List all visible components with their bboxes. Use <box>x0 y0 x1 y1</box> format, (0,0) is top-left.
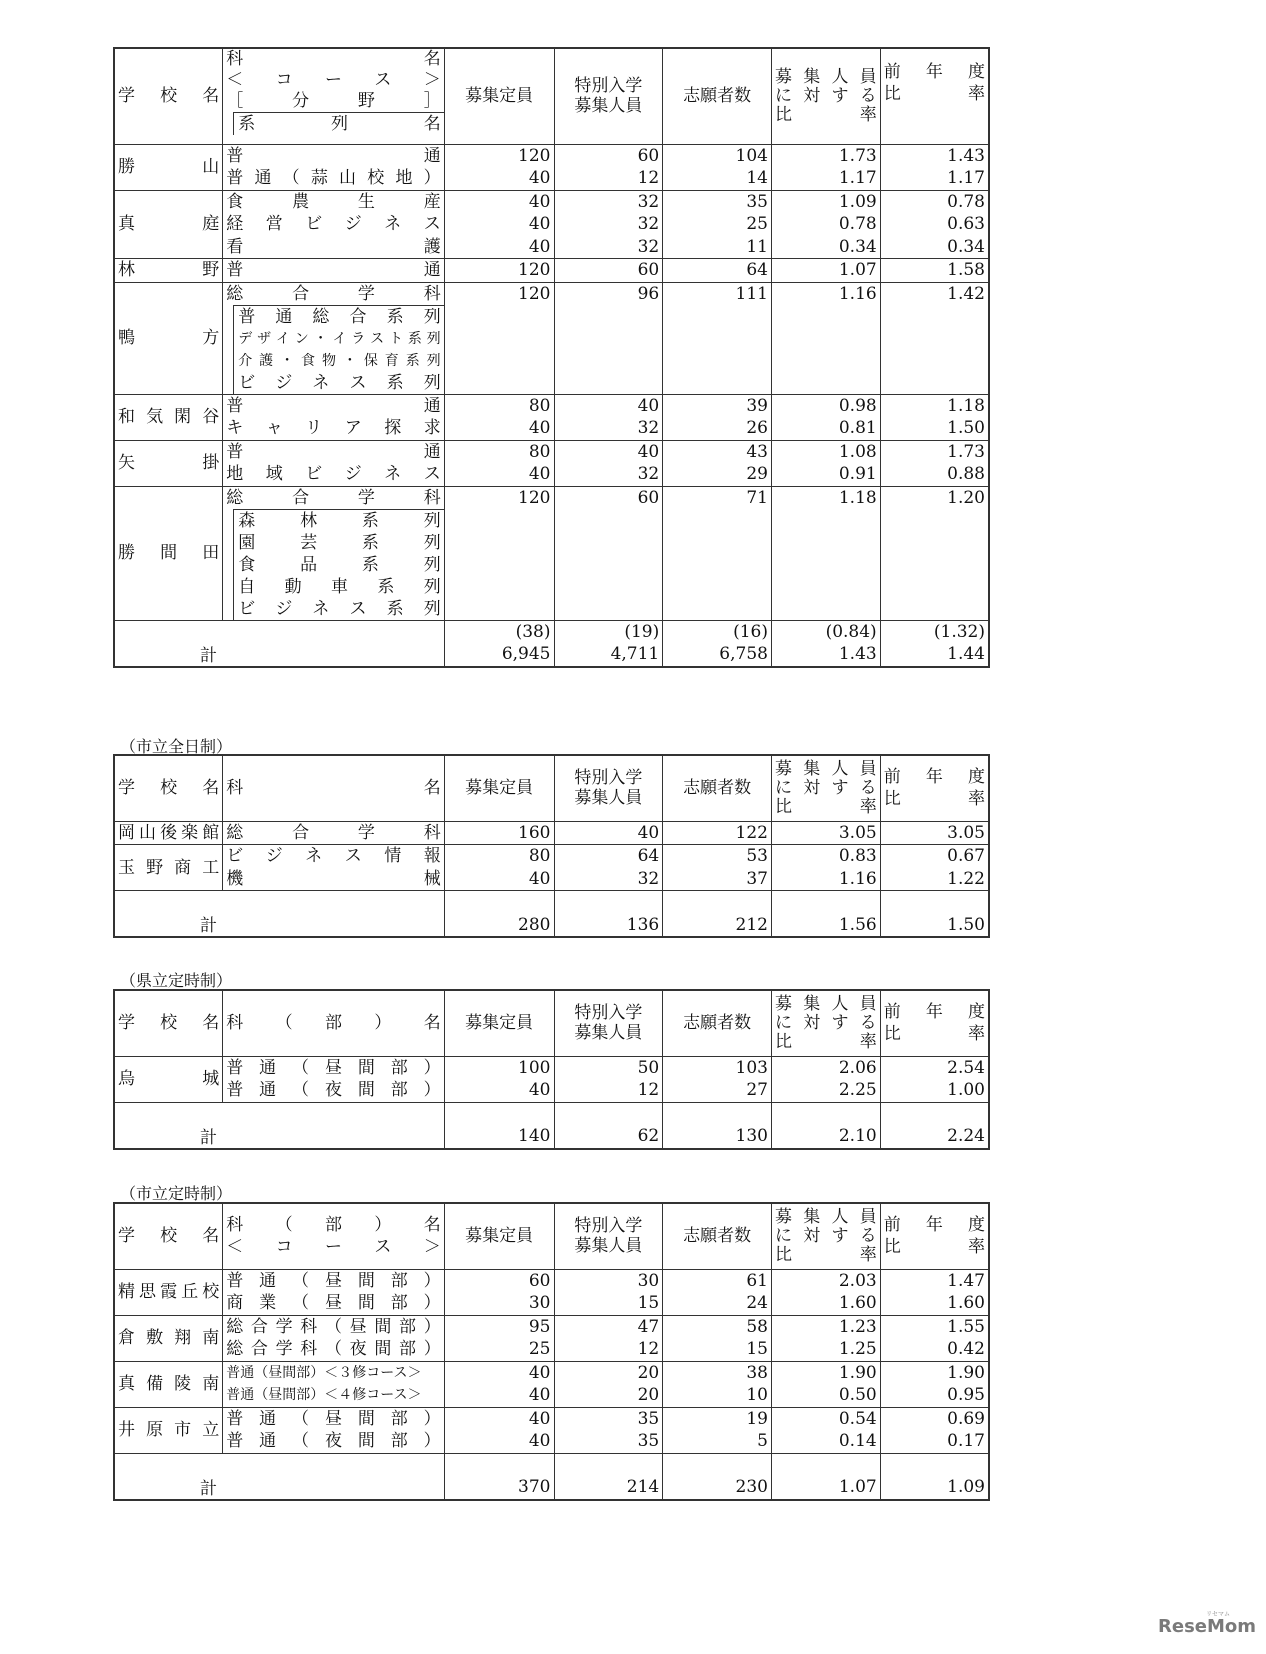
table-row <box>114 259 989 283</box>
cell-rate: 0.54 0.14 <box>771 1407 880 1453</box>
department-line: 普 通 （ 昼 間 部 ） <box>226 1057 441 1078</box>
total-label: 計 <box>114 1102 444 1149</box>
cell-applicants: 58 15 <box>663 1315 772 1361</box>
department-line: 総 合 学 科 （ 夜 間 部 ） <box>226 1339 441 1359</box>
school-name: 矢 掛 <box>114 440 223 486</box>
school-name: 烏 城 <box>114 1056 223 1102</box>
cell-special: 40 <box>554 821 663 845</box>
school-name: 真 庭 <box>114 190 223 259</box>
department-line: 普通（昼間部）＜４修コース＞ <box>226 1387 422 1403</box>
cell-applicants: 19 5 <box>663 1407 772 1453</box>
cell-applicants: 38 10 <box>663 1361 772 1407</box>
school-name: 勝 間 田 <box>114 486 223 620</box>
cell-prev: 0.69 0.17 <box>880 1407 989 1453</box>
header-department: 科 （ 部 ） 名 ＜ コ ー ス ＞ <box>223 1203 445 1269</box>
table-row <box>114 1407 989 1453</box>
department-name <box>223 821 445 845</box>
cell-rate: 1.07 <box>771 259 880 283</box>
header-rate: 募 集 人 員 に 対 す る 比 率 <box>771 990 880 1056</box>
table-row <box>114 821 989 845</box>
cell-rate: 1.08 0.91 <box>771 440 880 486</box>
header-school-name: 学 校 名 <box>114 48 223 144</box>
header-applicants: 志願者数 <box>663 755 772 821</box>
department-name <box>223 190 445 259</box>
school-name: 林 野 <box>114 259 223 283</box>
cell-prev: 0.67 1.22 <box>880 845 989 891</box>
cell-special: 60 12 <box>554 144 663 190</box>
department-name <box>223 144 445 190</box>
department-name <box>223 1407 445 1453</box>
cell-capacity: 160 <box>444 821 554 845</box>
table-row <box>114 486 989 620</box>
cell-rate: 0.98 0.81 <box>771 394 880 440</box>
cell-rate: 1.73 1.17 <box>771 144 880 190</box>
cell-prev: 3.05 <box>880 821 989 845</box>
total-prev: (1.32) 1.44 <box>880 620 989 667</box>
header-prev-year: 前 年 度 比 率 <box>880 990 989 1056</box>
cell-rate: 1.16 <box>771 282 880 394</box>
table-header-row <box>114 1203 989 1269</box>
total-row <box>114 891 989 938</box>
series-name: 森 林 系 列 <box>238 510 441 531</box>
cell-prev: 1.43 1.17 <box>880 144 989 190</box>
header-department: 科 名 <box>223 755 445 821</box>
school-name: 精 思 霞 丘 校 <box>114 1269 223 1315</box>
cell-applicants: 53 37 <box>663 845 772 891</box>
cell-rate: 1.90 0.50 <box>771 1361 880 1407</box>
header-prev-year: 前 年 度 比 率 <box>880 48 989 144</box>
cell-applicants: 64 <box>663 259 772 283</box>
table-city-fulltime <box>113 754 990 938</box>
cell-special: 20 20 <box>554 1361 663 1407</box>
total-capacity: (38) 6,945 <box>444 620 554 667</box>
header-school-name: 学 校 名 <box>114 1203 223 1269</box>
header-applicants: 志願者数 <box>663 1203 772 1269</box>
table-prefectural-parttime <box>113 989 990 1150</box>
header-capacity: 募集定員 <box>444 755 554 821</box>
header-rate: 募 集 人 員 に 対 す る 比 率 <box>771 48 880 144</box>
total-applicants: (16) 6,758 <box>663 620 772 667</box>
department-line: 普 通 <box>226 145 441 166</box>
total-prev: 2.24 <box>880 1102 989 1149</box>
header-applicants: 志願者数 <box>663 990 772 1056</box>
header-applicants: 志願者数 <box>663 48 772 144</box>
department-line: キ ャ リ ア 探 求 <box>226 418 441 438</box>
cell-capacity: 60 30 <box>444 1269 554 1315</box>
table-row <box>114 144 989 190</box>
total-label: 計 <box>114 620 444 667</box>
school-name: 真 備 陵 南 <box>114 1361 223 1407</box>
department-line: 普 通 （ 夜 間 部 ） <box>226 1080 441 1100</box>
cell-special: 64 32 <box>554 845 663 891</box>
section-title-prefectural-parttime: （県立定時制） <box>120 971 233 990</box>
header-prev-year: 前 年 度 比 率 <box>880 755 989 821</box>
cell-capacity: 80 40 <box>444 845 554 891</box>
cell-prev: 1.90 0.95 <box>880 1361 989 1407</box>
cell-applicants: 35 25 11 <box>663 190 772 259</box>
cell-rate: 3.05 <box>771 821 880 845</box>
department-line: 総 合 学 科 <box>226 822 441 843</box>
header-special: 特別入学 募集人員 <box>554 990 663 1056</box>
cell-applicants: 104 14 <box>663 144 772 190</box>
series-name: 自 動 車 系 列 <box>238 576 441 597</box>
department-line: 普 通 （ 昼 間 部 ） <box>226 1408 441 1429</box>
cell-rate: 2.06 2.25 <box>771 1056 880 1102</box>
department-line: 普通（昼間部）＜３修コース＞ <box>226 1364 422 1381</box>
cell-capacity: 120 40 <box>444 144 554 190</box>
department-line: 機 械 <box>226 868 441 889</box>
header-school-name: 学 校 名 <box>114 755 223 821</box>
total-rate: (0.84) 1.43 <box>771 620 880 667</box>
cell-capacity: 120 <box>444 282 554 394</box>
cell-rate: 1.09 0.78 0.34 <box>771 190 880 259</box>
cell-special: 47 12 <box>554 1315 663 1361</box>
cell-capacity: 40 40 <box>444 1407 554 1453</box>
cell-special: 40 32 <box>554 394 663 440</box>
total-label: 計 <box>114 891 444 938</box>
total-row <box>114 1102 989 1149</box>
cell-capacity: 120 <box>444 259 554 283</box>
header-department: 科 名 ＜ コ ー ス ＞ ［ 分 野 ］ 系 列 名 <box>223 48 445 144</box>
school-name: 井 原 市 立 <box>114 1407 223 1453</box>
school-name: 鴨 方 <box>114 282 223 394</box>
department-line: 普 通 <box>226 441 441 462</box>
total-capacity: 280 <box>444 891 554 938</box>
table-row <box>114 282 989 394</box>
department-name <box>223 1315 445 1361</box>
resemom-logo: ReseMom リセマム <box>1158 1611 1257 1637</box>
cell-rate: 2.03 1.60 <box>771 1269 880 1315</box>
department-line: ビ ジ ネ ス 情 報 <box>226 846 441 866</box>
cell-prev: 0.78 0.63 0.34 <box>880 190 989 259</box>
department-name <box>223 394 445 440</box>
department-line: 普 通 （ 蒜 山 校 地 ） <box>226 168 441 188</box>
department-line: 普 通 （ 昼 間 部 ） <box>226 1270 441 1291</box>
cell-rate: 1.18 <box>771 486 880 620</box>
department-line: 普 通 <box>226 395 441 416</box>
school-name: 和 気 閑 谷 <box>114 394 223 440</box>
total-special: 214 <box>554 1453 663 1500</box>
cell-capacity: 40 40 <box>444 1361 554 1407</box>
cell-applicants: 39 26 <box>663 394 772 440</box>
department-line: 商 業 （ 昼 間 部 ） <box>226 1293 441 1313</box>
cell-applicants: 61 24 <box>663 1269 772 1315</box>
cell-applicants: 71 <box>663 486 772 620</box>
school-name: 勝 山 <box>114 144 223 190</box>
school-name: 倉 敷 翔 南 <box>114 1315 223 1361</box>
header-department: 科 （ 部 ） 名 <box>223 990 445 1056</box>
cell-special: 60 <box>554 259 663 283</box>
header-rate: 募 集 人 員 に 対 す る 比 率 <box>771 755 880 821</box>
department-name <box>223 1269 445 1315</box>
department-line: 地 域 ビ ジ ネ ス <box>226 464 441 484</box>
total-special: 62 <box>554 1102 663 1149</box>
cell-capacity: 40 40 40 <box>444 190 554 259</box>
department-line: 普 通 <box>226 260 441 280</box>
cell-applicants: 43 29 <box>663 440 772 486</box>
table-prefectural-fulltime <box>113 47 990 668</box>
cell-capacity: 95 25 <box>444 1315 554 1361</box>
cell-prev: 1.47 1.60 <box>880 1269 989 1315</box>
total-row <box>114 1453 989 1500</box>
cell-special: 30 15 <box>554 1269 663 1315</box>
table-row <box>114 1269 989 1315</box>
total-rate: 1.56 <box>771 891 880 938</box>
total-rate: 1.07 <box>771 1453 880 1500</box>
department-name <box>223 259 445 283</box>
table-row <box>114 1315 989 1361</box>
table-header-row <box>114 48 989 144</box>
header-school-name: 学 校 名 <box>114 990 223 1056</box>
total-row <box>114 620 989 667</box>
total-special: (19) 4,711 <box>554 620 663 667</box>
series-name: デ ザ イ ン ・ イ ラ ス ト 系 列 <box>238 330 441 347</box>
cell-prev: 1.55 0.42 <box>880 1315 989 1361</box>
department-name <box>223 440 445 486</box>
cell-prev: 1.20 <box>880 486 989 620</box>
cell-special: 35 35 <box>554 1407 663 1453</box>
department-name <box>223 1056 445 1102</box>
table-row <box>114 1056 989 1102</box>
school-name: 岡 山 後 楽 館 <box>114 821 223 845</box>
cell-special: 40 32 <box>554 440 663 486</box>
table-row <box>114 394 989 440</box>
department-name <box>223 1361 445 1407</box>
total-capacity: 140 <box>444 1102 554 1149</box>
total-prev: 1.09 <box>880 1453 989 1500</box>
header-capacity: 募集定員 <box>444 48 554 144</box>
cell-prev: 1.18 1.50 <box>880 394 989 440</box>
header-capacity: 募集定員 <box>444 990 554 1056</box>
department-line: 総 合 学 科 （ 昼 間 部 ） <box>226 1316 441 1337</box>
table-city-parttime <box>113 1202 990 1501</box>
department-line: 普 通 （ 夜 間 部 ） <box>226 1431 441 1451</box>
cell-prev: 1.73 0.88 <box>880 440 989 486</box>
series-name: ビ ジ ネ ス 系 列 <box>238 372 441 393</box>
cell-applicants: 111 <box>663 282 772 394</box>
table-row <box>114 1361 989 1407</box>
series-name: ビ ジ ネ ス 系 列 <box>238 598 441 619</box>
total-capacity: 370 <box>444 1453 554 1500</box>
cell-capacity: 80 40 <box>444 394 554 440</box>
header-capacity: 募集定員 <box>444 1203 554 1269</box>
section-title-city-parttime: （市立定時制） <box>120 1184 233 1203</box>
table-row <box>114 190 989 259</box>
cell-applicants: 122 <box>663 821 772 845</box>
series-name: 園 芸 系 列 <box>238 532 441 553</box>
cell-prev: 1.42 <box>880 282 989 394</box>
table-row <box>114 440 989 486</box>
cell-special: 60 <box>554 486 663 620</box>
cell-capacity: 120 <box>444 486 554 620</box>
department-line: 食 農 生 産 <box>226 191 441 212</box>
header-prev-year: 前 年 度 比 率 <box>880 1203 989 1269</box>
cell-prev: 1.58 <box>880 259 989 283</box>
header-special: 特別入学 募集人員 <box>554 755 663 821</box>
cell-prev: 2.54 1.00 <box>880 1056 989 1102</box>
header-rate: 募 集 人 員 に 対 す る 比 率 <box>771 1203 880 1269</box>
cell-capacity: 80 40 <box>444 440 554 486</box>
department-name: 総 合 学 科 森 林 系 列 園 芸 系 列 食 品 系 列 自 動 車 系 列 ビ ジ ネ ス 系 列 <box>223 486 445 620</box>
table-header-row <box>114 755 989 821</box>
total-prev: 1.50 <box>880 891 989 938</box>
total-applicants: 212 <box>663 891 772 938</box>
cell-rate: 1.23 1.25 <box>771 1315 880 1361</box>
cell-special: 32 32 32 <box>554 190 663 259</box>
cell-capacity: 100 40 <box>444 1056 554 1102</box>
total-rate: 2.10 <box>771 1102 880 1149</box>
cell-special: 96 <box>554 282 663 394</box>
department-name <box>223 845 445 891</box>
department-line: 経 営 ビ ジ ネ ス <box>226 214 441 234</box>
total-applicants: 130 <box>663 1102 772 1149</box>
series-name: 普 通 総 合 系 列 <box>238 306 441 327</box>
department-line: 看 護 <box>226 236 441 257</box>
table-header-row <box>114 990 989 1056</box>
series-name: 介 護 ・ 食 物 ・ 保 育 系 列 <box>238 352 441 369</box>
total-label: 計 <box>114 1453 444 1500</box>
school-name: 玉 野 商 工 <box>114 845 223 891</box>
department-name: 総 合 学 科 普 通 総 合 系 列 デ ザ イ ン ・ イ ラ ス ト 系 列 介 護 ・ 食 物 ・ 保 育 系 列 ビ ジ ネ ス 系 列 <box>223 282 445 394</box>
cell-applicants: 103 27 <box>663 1056 772 1102</box>
header-special: 特別入学 募集人員 <box>554 1203 663 1269</box>
table-row <box>114 845 989 891</box>
total-applicants: 230 <box>663 1453 772 1500</box>
total-special: 136 <box>554 891 663 938</box>
section-title-city-fulltime: （市立全日制） <box>120 737 233 756</box>
header-special: 特別入学 募集人員 <box>554 48 663 144</box>
cell-rate: 0.83 1.16 <box>771 845 880 891</box>
cell-special: 50 12 <box>554 1056 663 1102</box>
series-name: 食 品 系 列 <box>238 554 441 575</box>
